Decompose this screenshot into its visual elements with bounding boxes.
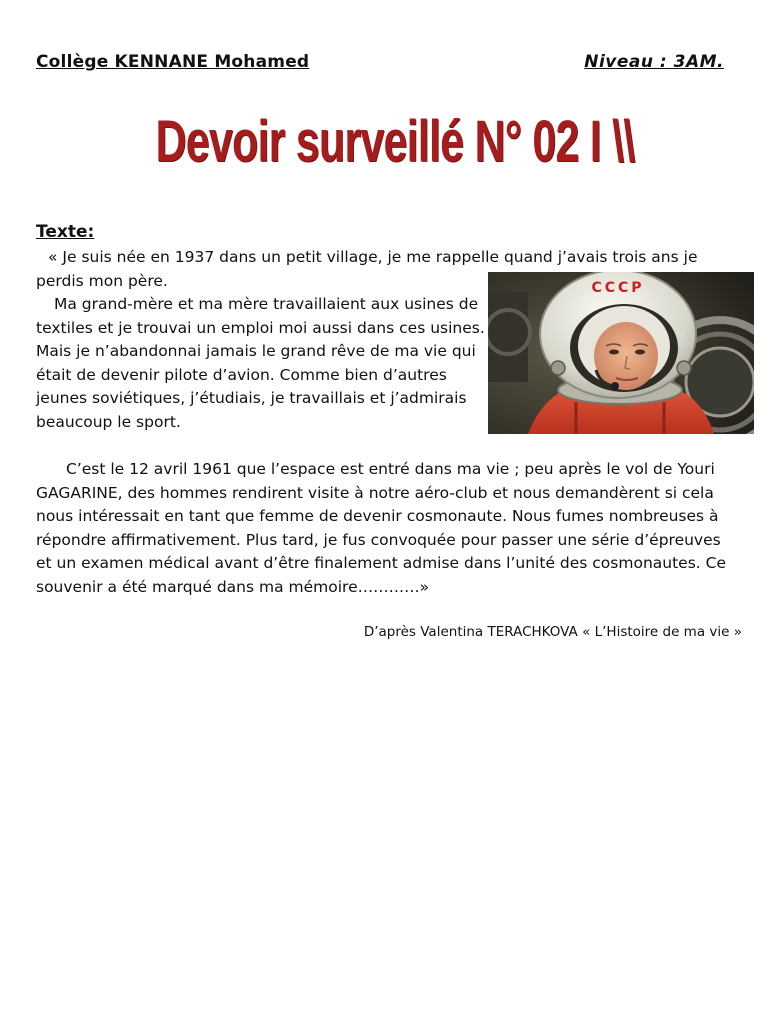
school-name: Collège KENNANE Mohamed [36,52,310,72]
helmet-label: СССР [591,280,645,296]
text-paragraph-1-content: « Je suis née en 1937 dans un petit village, je me rappelle quand j’avais trois ans je perdis mon père. [36,248,698,290]
text-paragraph-2 [36,293,486,434]
text-paragraph-3 [36,458,736,599]
cosmonaut-photo [488,272,754,434]
cosmonaut-illustration [488,272,754,434]
source-attribution: D’après Valentina TERACHKOVA « L’Histoire de ma vie » [363,624,742,640]
section-label: Texte: [36,222,95,242]
text-paragraph-2-content: Ma grand-mère et ma mère travaillaient aux usines de textiles et je trouvai un emploi moi aussi dans ces usines. Mais je n’abandonnai jamais le grand rêve de ma vie qui était de devenir pilote d’avion. Comme bien d’autres jeunes soviétiques, j’étudiais, je travaillais et j’admirais beaucoup le sport. [36,295,485,431]
page-title: Devoir surveillé N° 02 I \\ [155,109,635,174]
text-paragraph-3-content: C’est le 12 avril 1961 que l’espace est entré dans ma vie ; peu après le vol de Youri GAGARINE, des hommes rendirent visite à notre aéro-club et nous demandèrent si cela nous intéressait en tant que femme de devenir cosmonaute. Nous fumes nombreuses à répondre affirmativement. Plus tard, je fus convoquée pour passer une série d’épreuves et un examen médical avant d’être finalement admise dans l’unité des cosmonautes. Ce souvenir a été marqué dans ma mémoire…………» [36,460,726,596]
class-level: Niveau : 3AM. [584,52,724,72]
